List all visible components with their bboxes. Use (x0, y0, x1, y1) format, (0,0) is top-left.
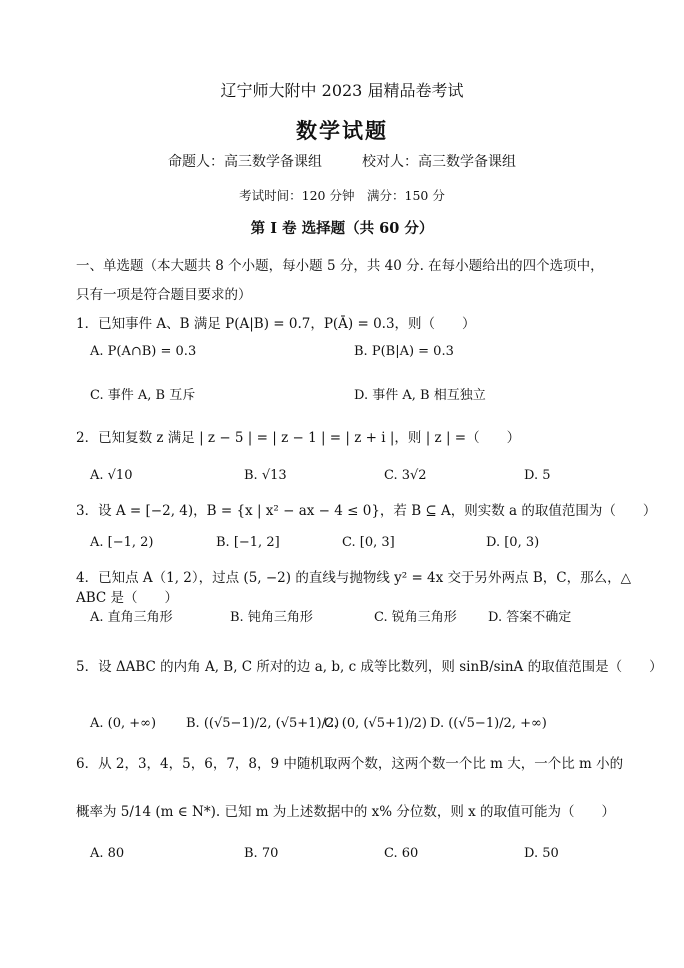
question-4-option-a: A. 直角三角形 (90, 610, 173, 625)
question-1-option-d: D. 事件 A, B 相互独立 (354, 388, 486, 403)
question-5-option-b: B. ((√5−1)/2, (√5+1)/2) (186, 716, 340, 731)
question-6-stem-line1: 6．从 2，3，4，5，6，7，8，9 中随机取两个数，这两个数一个比 m 大，一个比 m 小的 (76, 756, 624, 772)
proofreader-label: 校对人：高三数学备课组 (362, 154, 516, 170)
question-6-option-b: B. 70 (244, 846, 279, 861)
section-instructions-line1: 一、单选题（本大题共 8 个小题，每小题 5 分，共 40 分. 在每小题给出的四个选项中， (76, 258, 604, 274)
question-5-option-a: A. (0, +∞) (90, 716, 157, 731)
question-3-option-d: D. [0, 3) (486, 535, 540, 550)
question-3-option-b: B. [−1, 2] (216, 535, 280, 550)
question-6-option-c: C. 60 (384, 846, 419, 861)
question-4-option-c: C. 锐角三角形 (374, 610, 457, 625)
question-2-option-d: D. 5 (524, 468, 551, 483)
question-2-option-a: A. √10 (90, 468, 133, 483)
question-5-option-c: C. (0, (√5+1)/2) (324, 716, 427, 731)
question-2-option-b: B. √13 (244, 468, 287, 483)
exam-title: 辽宁师大附中 2023 届精品卷考试 (220, 81, 464, 100)
question-6-option-a: A. 80 (90, 846, 125, 861)
question-4-option-b: B. 钝角三角形 (230, 610, 313, 625)
question-2-option-c: C. 3√2 (384, 468, 427, 483)
question-4-stem-line2: ABC 是（ ） (76, 590, 179, 606)
question-3-option-a: A. [−1, 2) (90, 535, 154, 550)
question-3-stem: 3．设 A = [−2, 4)，B = {x | x² − ax − 4 ≤ 0}，若 B ⊆ A，则实数 a 的取值范围为（ ） (76, 503, 657, 519)
question-6-stem-line2: 概率为 5/14 (m ∈ N*). 已知 m 为上述数据中的 x% 分位数，则 x 的取值可能为（ ） (76, 804, 616, 820)
question-6-option-d: D. 50 (524, 846, 559, 861)
question-1-option-a: A. P(A∩B) = 0.3 (90, 344, 197, 359)
question-4-option-d: D. 答案不确定 (488, 610, 572, 625)
subject-title: 数学试题 (296, 118, 388, 143)
question-5-stem: 5．设 ΔABC 的内角 A, B, C 所对的边 a, b, c 成等比数列，则 sinB/sinA 的取值范围是（ ） (76, 659, 663, 675)
question-2-stem: 2．已知复数 z 满足 | z − 5 | = | z − 1 | = | z + i |，则 | z | =（ ） (76, 430, 521, 446)
section-title: 第 Ⅰ 卷 选择题（共 60 分） (250, 220, 434, 237)
question-1-option-b: B. P(B|A) = 0.3 (354, 344, 454, 359)
exam-time-info: 考试时间：120 分钟 满分：150 分 (239, 188, 445, 203)
author-label: 命题人：高三数学备课组 (168, 154, 322, 170)
question-4-stem-line1: 4．已知点 A（1, 2），过点 (5, −2) 的直线与抛物线 y² = 4x 交于另外两点 B，C，那么，△ (76, 570, 631, 586)
question-5-option-d: D. ((√5−1)/2, +∞) (430, 716, 547, 731)
question-1-stem: 1．已知事件 A、B 满足 P(A|B) = 0.7，P(Ā) = 0.3，则（ ） (76, 316, 476, 332)
question-3-option-c: C. [0, 3] (342, 535, 395, 550)
section-instructions-line2: 只有一项是符合题目要求的） (76, 287, 252, 303)
question-1-option-c: C. 事件 A, B 互斥 (90, 388, 196, 403)
author-line (0, 151, 684, 171)
